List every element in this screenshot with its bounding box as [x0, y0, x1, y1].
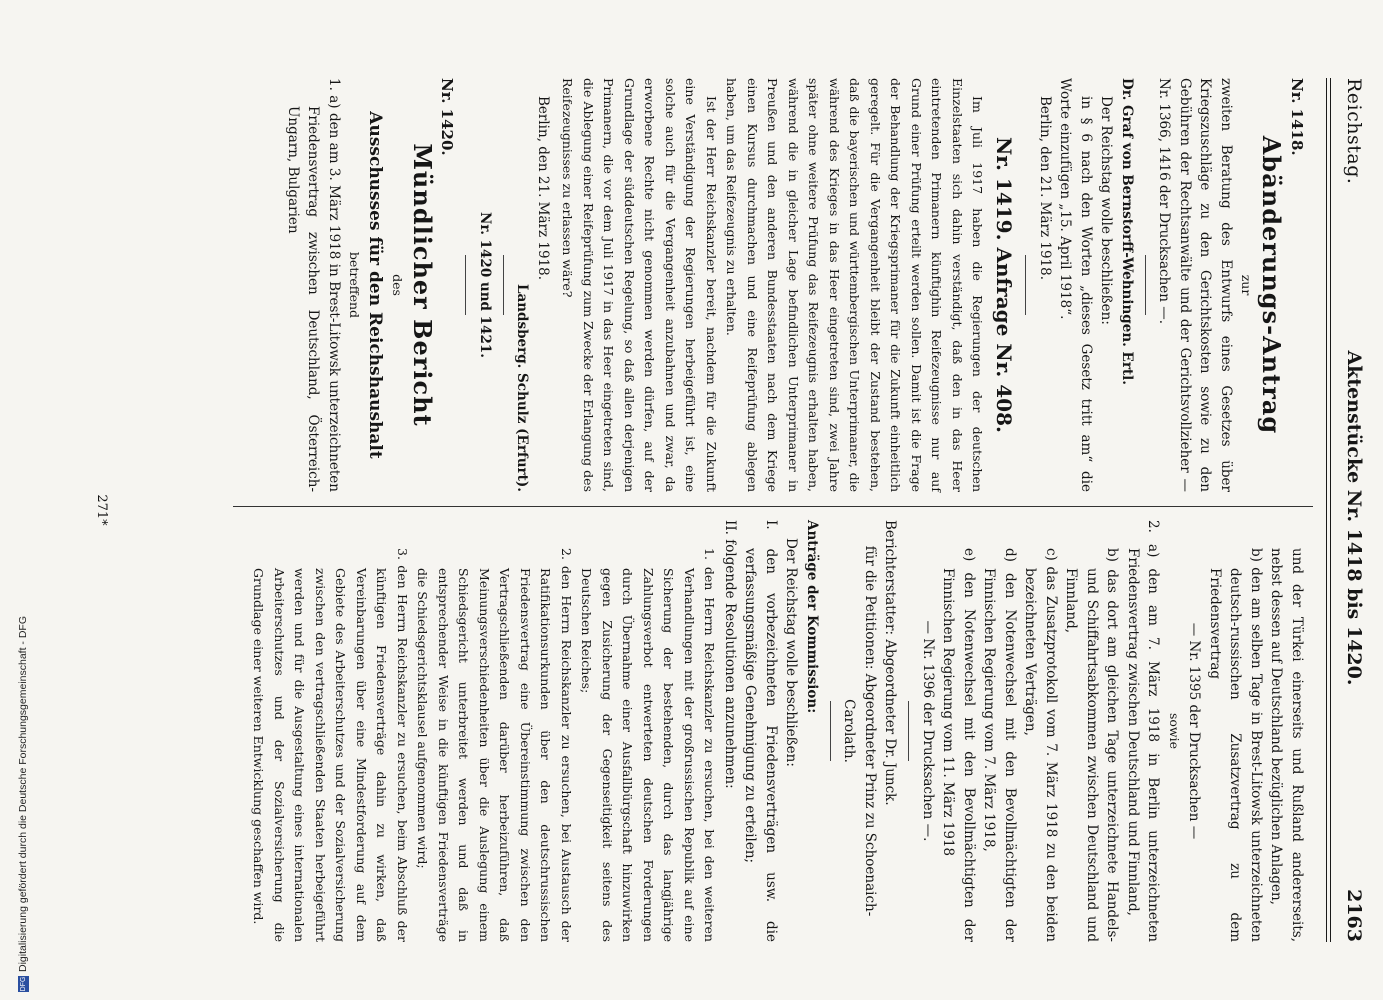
separator	[1145, 255, 1146, 315]
doc-1419-paragraph-1: Im Juli 1917 haben die Regierungen der deutschen Einzelstaaten sich dahin verständigt, daß den in das Heer eintretenden Primanern künftighin Reifezeugnisse nur auf Grund einer Prüfung erteilt werden sollen. Damit ist die Frage der Behandlung der Kriegsprimaner für die Zukunft einheitlich geregelt. Für die Vergangenheit bleibt der Zustand bestehen, daß die bayerischen und württembergischen Unterprimaner, die während des Krieges in das Heer eingetreten sind, zwei Jahre später ohne weitere Prüfung das Reifezeugnis erhalten haben, während die in gleicher Lage befindlichen Unterprimaner in Preußen und den anderen Bundesstaaten nach dem Kriege einen Kursus durchmachen und eine Reifeprüfung ablegen haben, um das Reifezeugnis zu erhalten.	[724, 78, 986, 492]
item-2c: c) das Zusatzprotokoll vom 7. März 1918 zu den beiden bezeichneten Verträgen,	[1022, 548, 1059, 942]
folio-mark: 271*	[94, 494, 109, 526]
doc-1418-number: Nr. 1418.	[1288, 78, 1306, 156]
item-2b: b) das dort am gleichen Tage unterzeichnete Handels- und Schiffahrtsabkommen zwischen Deutschland und Finnland,	[1063, 548, 1121, 942]
page-number: 2163	[1343, 889, 1365, 942]
reporter: Berichterstatter: Abgeordneter Dr. Junck.	[882, 520, 899, 806]
item-2d: d) den Notenwechsel mit den Bevollmächtigten der Finnischen Regierung vom 7. März 1918,	[981, 548, 1018, 942]
running-head	[1335, 78, 1365, 942]
left-column	[283, 78, 1308, 492]
antraege-heading: Anträge der Kommission:	[804, 520, 820, 714]
doc-1418-motion-text: in § 6 nach den Worten „dieses Gesetz tritt am“ die Worte einzufügen „15. April 1918“.	[1057, 78, 1094, 492]
separator	[1026, 255, 1027, 315]
doc-1419-date: Berlin, den 21. März 1918.	[535, 96, 551, 281]
item-2e: e) den Notenwechsel mit den Bevollmächtigten der Finnischen Regierung vom 11. März 1918	[940, 548, 977, 942]
doc-1420-subtitle: Ausschusses für den Reichshaushalt	[365, 111, 386, 459]
header-rule-top	[1330, 78, 1331, 942]
doc-1418-signers: Dr. Graf von Bernstorff-Wehningen. Ertl.	[1119, 78, 1135, 385]
resolution-2: 2. den Herrn Reichskanzler zu ersuchen, bei Austausch der Ratifikationsurkunden über den deutschrussischen Friedensvertrag eine Übereinstimmung zwischen den Vertragschließenden darüber herbeizuführen, daß Meinungsverschiedenheiten über die Auslegung einem Schiedsgericht unterbreitet werden und daß in entsprechender Weise in die künftigen Friedensverträge die Schiedsgerichtsklausel aufgenommen wird;	[415, 548, 574, 942]
resolution-1: 1. den Herrn Reichskanzler zu ersuchen, bei den weiteren Verhandlungen mit der großrussischen Republik auf eine Sicherung der bestehenden, durch das langjährige Zahlungsverbot entwerteten deutschen Forderungen durch Übernahme einer Ausfallbürgschaft hinzuwirken gegen Zusicherung der Gegenseitigkeit seitens des Deutschen Reiches;	[579, 548, 718, 942]
item-1b: b) den am selben Tage in Brest-Litowsk unterzeichneten deutsch-russischen Zusatzvertrag zu dem Friedensvertrag	[1207, 548, 1264, 942]
doc-1420-item-1a: 1. a) den am 3. März 1918 in Brest-Litowsk unterzeichneten Friedensvertrag zwischen Deutschland, Österreich-Ungarn, Bulgarien	[285, 78, 342, 492]
separator	[909, 701, 910, 761]
separator	[830, 701, 831, 761]
doc-1420-number: Nr. 1420.	[438, 78, 457, 156]
doc-1420-1421-reference: Nr. 1420 und 1421.	[477, 212, 493, 358]
doc-1420-des: des	[390, 274, 405, 296]
doc-1418-title: Abänderungs-Antrag	[1257, 135, 1287, 435]
doc-1418-date: Berlin, den 21. März 1918.	[1037, 96, 1053, 281]
resolution-3: 3. den Herrn Reichskanzler zu ersuchen, beim Abschluß der künftigen Friedensverträge dahin zu wirken, daß Vereinbarungen über eine Mindestforderung auf dem Gebiete des Arbeiterschutzes und der Sozialversicherung zwischen den vertragschließenden Staaten herbeigeführt werden und für die Ausgestaltung eines internationalen Arbeiterschutzes und der Sozialversicherung die Grundlage einer weiteren Entwicklung geschaffen wird.	[251, 548, 410, 942]
separator	[466, 255, 467, 315]
sowie-label: sowie	[1167, 712, 1182, 750]
running-head-title: Aktenstücke Nr. 1418 bis 1420.	[1343, 350, 1365, 686]
item-2a: 2. a) den am 7. März 1918 in Berlin unterzeichneten Friedensvertrag zwischen Deutschland und Finnland,	[1125, 520, 1162, 942]
doc-1419-heading: Nr. 1419. Anfrage Nr. 408.	[992, 137, 1017, 433]
header-rule-bottom	[1326, 78, 1327, 942]
reporter-petitions: für die Petitionen: Abgeordneter Prinz zu Schoenaich-Carolath.	[841, 545, 878, 917]
doc-1418-zur: zur	[1239, 274, 1255, 296]
digitization-note	[14, 0, 32, 992]
separator	[503, 255, 504, 315]
motion-roman-2: II. folgende Resolutionen anzunehmen:	[722, 520, 738, 789]
doc-1419-signers: Landsberg. Schulz (Erfurt).	[514, 283, 531, 492]
doc-1418-motion-intro: Der Reichstag wolle beschließen:	[1098, 96, 1115, 325]
digitization-note-text: Digitalisierung gefördert durch die Deutsche Forschungsgemeinschaft - DFG	[17, 615, 29, 972]
doc-1419-paragraph-2: Ist der Herr Reichskanzler bereit, nachdem für die Zukunft eine Verständigung der Regierungen herbeigeführt ist, eine solche auch für die Vergangenheit anzubahnen und zwar, da erworbene Rechte nicht genommen werden dürfen, auf der Grundlage der süddeutschen Regelung, so daß allen derjenigen Primanern, die vor dem Juli 1917 in das Heer eingetreten sind, die Ablegung einer Reifeprüfung zum Zwecke der Erlangung des Reifezeugnisses zu erlassen wäre?	[560, 78, 719, 492]
item-1a-continuation: und der Türkei einerseits und Rußland andererseits, nebst dessen auf Deutschland bezüglichen Anlagen,	[1268, 548, 1305, 942]
antraege-intro: Der Reichstag wolle beschließen:	[783, 538, 800, 767]
right-column	[248, 520, 1307, 942]
doc-1420-title: Mündlicher Bericht	[408, 143, 437, 427]
dfg-logo-icon: DFG	[19, 976, 27, 992]
running-head-left: Reichstag.	[1343, 78, 1365, 185]
reference-1395: — Nr. 1395 der Drucksachen —	[1186, 622, 1203, 840]
column-divider	[233, 506, 1313, 507]
motion-roman-1: I. den vorbezeichneten Friedensverträgen usw. die verfassungsmäßige Genehmigung zu erteilen;	[742, 520, 779, 942]
doc-1418-body: zweiten Beratung des Entwurfs eines Gesetzes über Kriegszuschläge zu den Gerichtskosten sowie zu den Gebühren der Rechtsanwälte und der Gerichtsvollzieher — Nr. 1366, 1416 der Drucksachen —.	[1156, 78, 1234, 492]
reference-1396: — Nr. 1396 der Drucksachen —.	[920, 620, 936, 842]
doc-1420-betreffend: betreffend	[347, 251, 363, 319]
